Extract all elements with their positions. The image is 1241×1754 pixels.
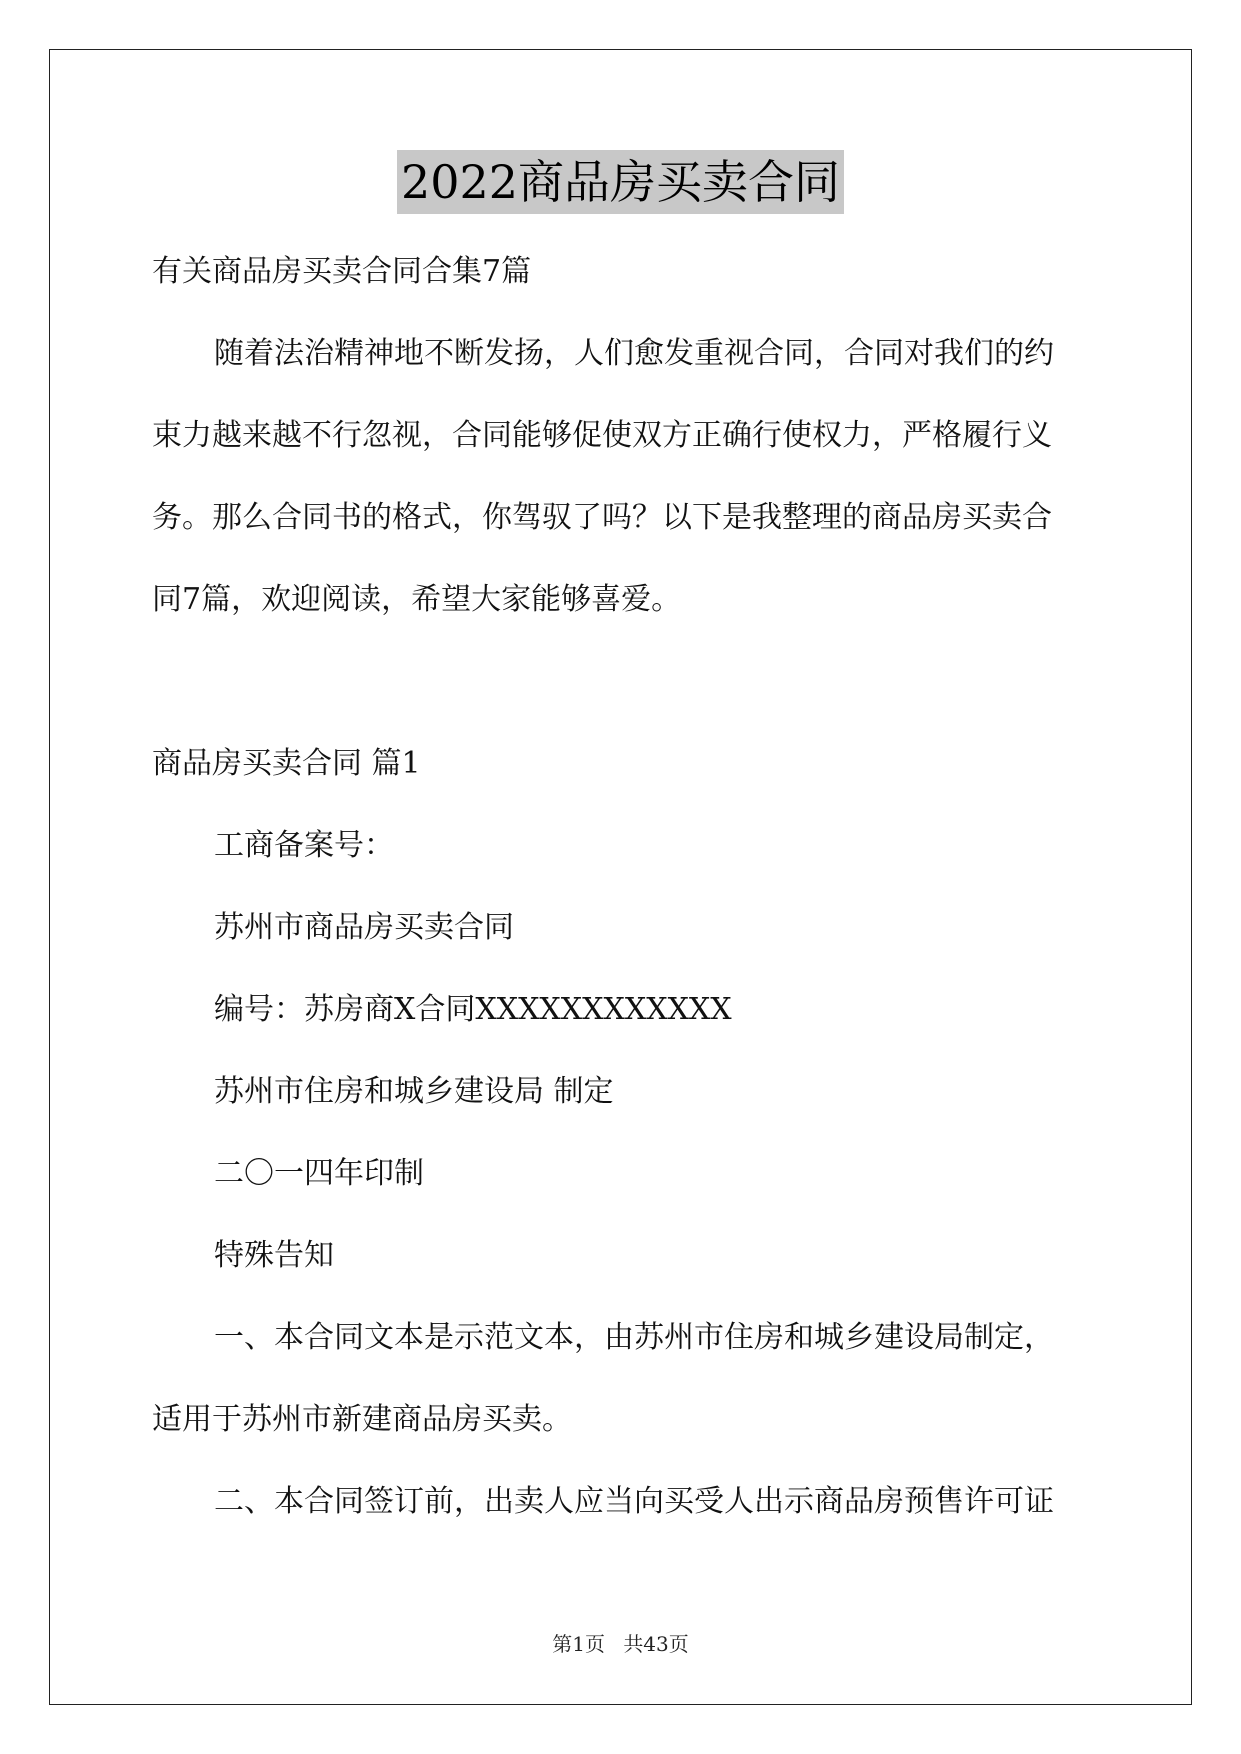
intro-line: 随着法治精神地不断发扬，人们愈发重视合同，合同对我们的约 <box>214 336 1054 371</box>
notice-1-paragraph <box>152 1318 1092 1440</box>
issuer: 苏州市住房和城乡建设局 制定 <box>214 1074 614 1109</box>
page-footer <box>0 1628 1241 1657</box>
title-container <box>0 150 1241 214</box>
notice-2-paragraph <box>152 1482 1092 1522</box>
document-title: 2022商品房买卖合同 <box>397 150 844 214</box>
intro-paragraph <box>152 334 1092 620</box>
contract-name: 苏州市商品房买卖合同 <box>214 910 514 945</box>
notice-1-line: 一、本合同文本是示范文本，由苏州市住房和城乡建设局制定， <box>214 1320 1054 1355</box>
document-subtitle: 有关商品房买卖合同合集7篇 <box>152 254 532 289</box>
section-heading: 商品房买卖合同 篇1 <box>152 746 421 781</box>
notice-2-line: 二、本合同签订前，出卖人应当向买受人出示商品房预售许可证 <box>214 1484 1054 1519</box>
page-total: 共43页 <box>623 1632 689 1656</box>
notice-heading: 特殊告知 <box>214 1238 334 1273</box>
notice-1-line: 适用于苏州市新建商品房买卖。 <box>152 1402 572 1437</box>
intro-line: 束力越来越不行忽视，合同能够促使双方正确行使权力，严格履行义 <box>152 418 1052 453</box>
registration-label: 工商备案号： <box>214 828 394 863</box>
contract-number: 编号：苏房商X合同XXXXXXXXXXXX <box>214 992 732 1027</box>
intro-line: 同7篇，欢迎阅读，希望大家能够喜爱。 <box>152 582 682 617</box>
print-year: 二〇一四年印制 <box>214 1156 424 1191</box>
document-body <box>152 252 1092 1522</box>
intro-line: 务。那么合同书的格式，你驾驭了吗？以下是我整理的商品房买卖合 <box>152 500 1052 535</box>
page-number: 第1页 <box>552 1632 605 1656</box>
